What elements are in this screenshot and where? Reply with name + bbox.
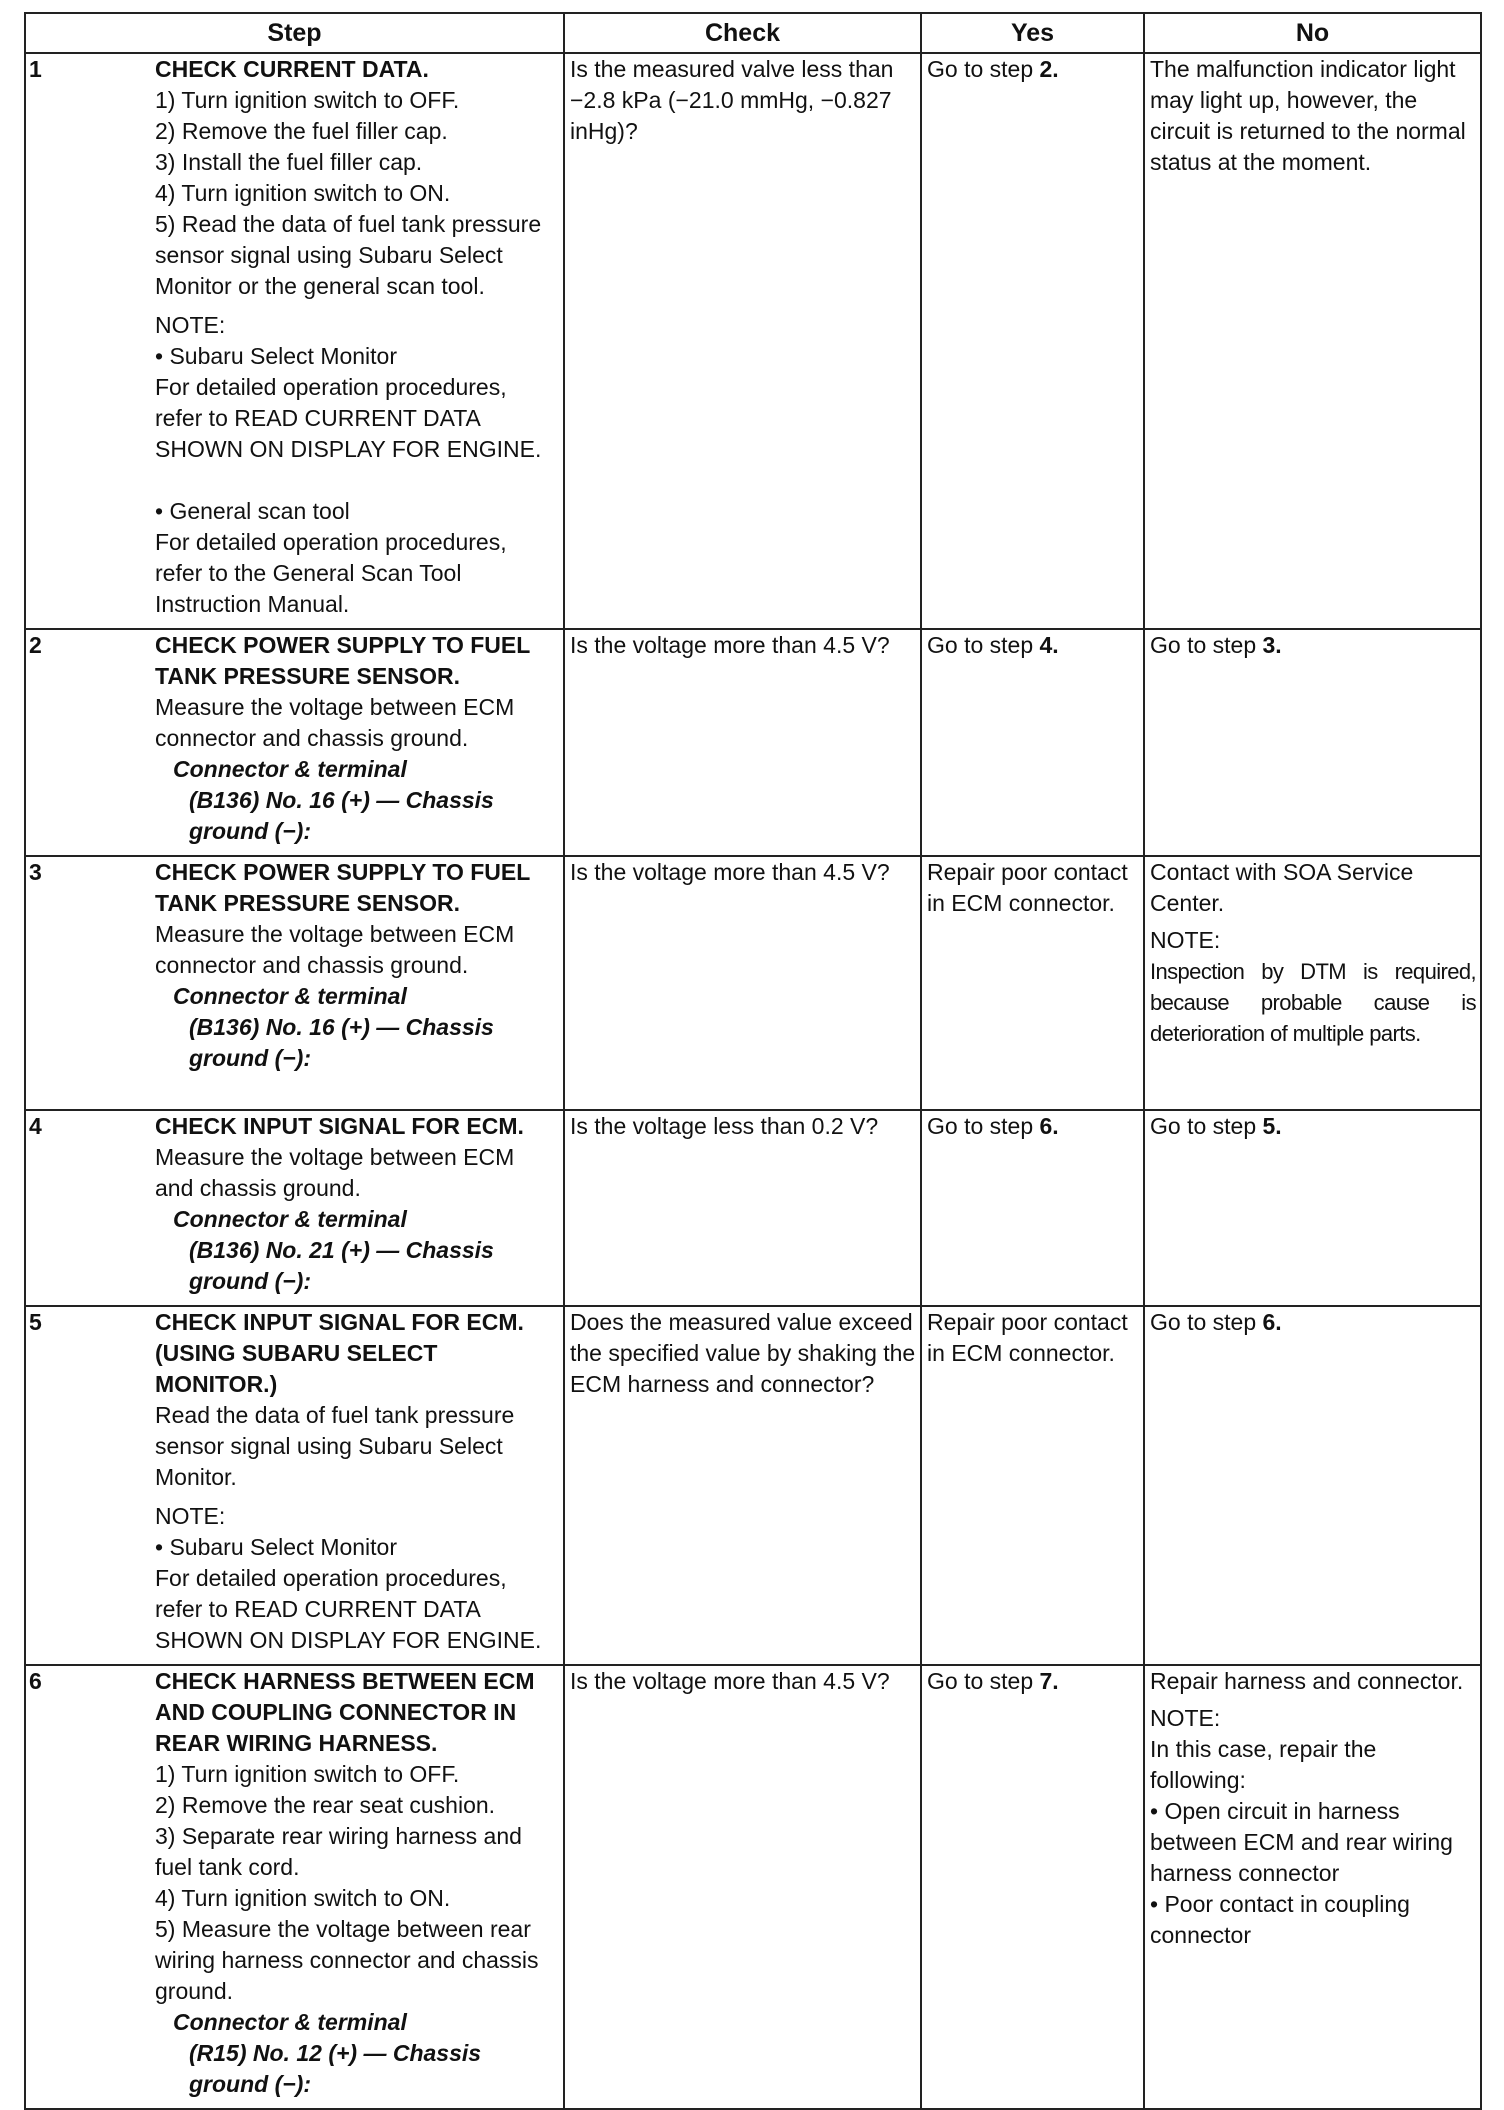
note-bullet: • Subaru Select Monitor [155,343,398,369]
no-cell [1144,1306,1481,1665]
step-text: Measure the voltage between ECM connector and chassis ground. [155,694,515,751]
step-line: 5) Read the data of fuel tank pressure sensor signal using Subaru Select Monitor or the general scan tool. [155,211,542,299]
table-row [25,629,1481,856]
no-step-number: 6. [1262,1309,1282,1335]
yes-cell: Repair poor contact in ECM connector. [921,856,1144,1110]
note-bullet: • General scan tool [155,498,350,524]
yes-cell [921,1110,1144,1306]
diagnostic-table [24,12,1482,2110]
no-step-number: 3. [1262,632,1282,658]
step-line: 2) Remove the fuel filler cap. [155,118,448,144]
header-step: Step [25,13,564,53]
step-number: 1 [25,53,155,629]
no-text: Repair harness and connector. [1150,1668,1464,1694]
step-number: 6 [25,1665,155,2109]
check-cell: Is the voltage more than 4.5 V? [564,856,921,1110]
step-content [155,629,564,856]
yes-cell [921,629,1144,856]
table-row [25,53,1481,629]
step-number: 3 [25,856,155,1110]
no-cell [1144,1110,1481,1306]
no-cell: The malfunction indicator light may light up, however, the circuit is returned to the normal status at the moment. [1144,53,1481,629]
step-number: 4 [25,1110,155,1306]
no-bullet: • Open circuit in harness between ECM and rear wiring harness connector [1150,1798,1453,1886]
yes-prefix: Go to step [927,1668,1040,1694]
no-text: Contact with SOA Service Center. [1150,859,1414,916]
step-line: 5) Measure the voltage between rear wiring harness connector and chassis ground. [155,1916,539,2004]
connector-value: (R15) No. 12 (+) — Chassis ground (−): [189,2040,482,2097]
step-title: CHECK HARNESS BETWEEN ECM AND COUPLING CONNECTOR IN REAR WIRING HARNESS. [155,1668,535,1756]
step-line: 2) Remove the rear seat cushion. [155,1792,496,1818]
yes-step-number: 7. [1039,1668,1059,1694]
step-title: CHECK INPUT SIGNAL FOR ECM. [155,1113,524,1139]
step-text: Read the data of fuel tank pressure sensor signal using Subaru Select Monitor. [155,1402,515,1490]
step-content [155,1110,564,1306]
check-cell: Is the voltage more than 4.5 V? [564,629,921,856]
note-text: For detailed operation procedures, refer to READ CURRENT DATA SHOWN ON DISPLAY FOR ENGINE. [155,1565,542,1653]
no-cell [1144,856,1481,1110]
header-check: Check [564,13,921,53]
step-content [155,53,564,629]
connector-value: (B136) No. 16 (+) — Chassis ground (−): [189,1014,494,1071]
no-note-text: Inspection by DTM is required, because probable cause is deterioration of multiple parts. [1150,959,1476,1046]
note-label: NOTE: [155,312,226,338]
check-cell: Is the voltage more than 4.5 V? [564,1665,921,2109]
no-prefix: Go to step [1150,1113,1263,1139]
step-title: CHECK INPUT SIGNAL FOR ECM. (USING SUBARU SELECT MONITOR.) [155,1309,524,1397]
connector-label: Connector & terminal [173,2009,407,2035]
connector-label: Connector & terminal [173,756,407,782]
no-prefix: Go to step [1150,1309,1263,1335]
yes-cell: Repair poor contact in ECM connector. [921,1306,1144,1665]
no-note-text: In this case, repair the following: [1150,1736,1377,1793]
yes-prefix: Go to step [927,632,1040,658]
yes-prefix: Go to step [927,56,1040,82]
note-label: NOTE: [155,1503,226,1529]
yes-step-number: 2. [1039,56,1059,82]
check-cell: Does the measured value exceed the specified value by shaking the ECM harness and connector? [564,1306,921,1665]
note-text: For detailed operation procedures, refer to the General Scan Tool Instruction Manual. [155,529,507,617]
yes-cell [921,53,1144,629]
step-line: 4) Turn ignition switch to ON. [155,180,451,206]
step-number: 2 [25,629,155,856]
no-note-label: NOTE: [1150,927,1221,953]
no-prefix: Go to step [1150,632,1263,658]
check-cell: Is the measured valve less than −2.8 kPa (−21.0 mmHg, −0.827 inHg)? [564,53,921,629]
step-content [155,1665,564,2109]
header-yes: Yes [921,13,1144,53]
step-number: 5 [25,1306,155,1665]
table-row [25,1306,1481,1665]
step-line: 3) Install the fuel filler cap. [155,149,423,175]
check-cell: Is the voltage less than 0.2 V? [564,1110,921,1306]
yes-prefix: Go to step [927,1113,1040,1139]
step-title: CHECK POWER SUPPLY TO FUEL TANK PRESSURE SENSOR. [155,859,530,916]
diagnostic-table-container [24,12,1480,2110]
step-title: CHECK CURRENT DATA. [155,56,429,82]
table-header-row [25,13,1481,53]
no-cell [1144,629,1481,856]
step-line: 1) Turn ignition switch to OFF. [155,87,460,113]
no-step-number: 5. [1262,1113,1282,1139]
step-line: 1) Turn ignition switch to OFF. [155,1761,460,1787]
yes-step-number: 6. [1039,1113,1059,1139]
note-bullet: • Subaru Select Monitor [155,1534,398,1560]
table-row [25,1665,1481,2109]
no-bullet: • Poor contact in coupling connector [1150,1891,1410,1948]
table-row [25,1110,1481,1306]
step-text: Measure the voltage between ECM connector and chassis ground. [155,921,515,978]
connector-label: Connector & terminal [173,983,407,1009]
no-cell [1144,1665,1481,2109]
yes-step-number: 4. [1039,632,1059,658]
step-content [155,856,564,1110]
table-row [25,856,1481,1110]
connector-value: (B136) No. 16 (+) — Chassis ground (−): [189,787,494,844]
header-no: No [1144,13,1481,53]
step-line: 4) Turn ignition switch to ON. [155,1885,451,1911]
note-text: For detailed operation procedures, refer to READ CURRENT DATA SHOWN ON DISPLAY FOR ENGINE. [155,374,542,462]
connector-value: (B136) No. 21 (+) — Chassis ground (−): [189,1237,494,1294]
yes-cell [921,1665,1144,2109]
step-title: CHECK POWER SUPPLY TO FUEL TANK PRESSURE SENSOR. [155,632,530,689]
step-content [155,1306,564,1665]
step-line: 3) Separate rear wiring harness and fuel tank cord. [155,1823,522,1880]
no-note-label: NOTE: [1150,1705,1221,1731]
step-text: Measure the voltage between ECM and chassis ground. [155,1144,515,1201]
connector-label: Connector & terminal [173,1206,407,1232]
